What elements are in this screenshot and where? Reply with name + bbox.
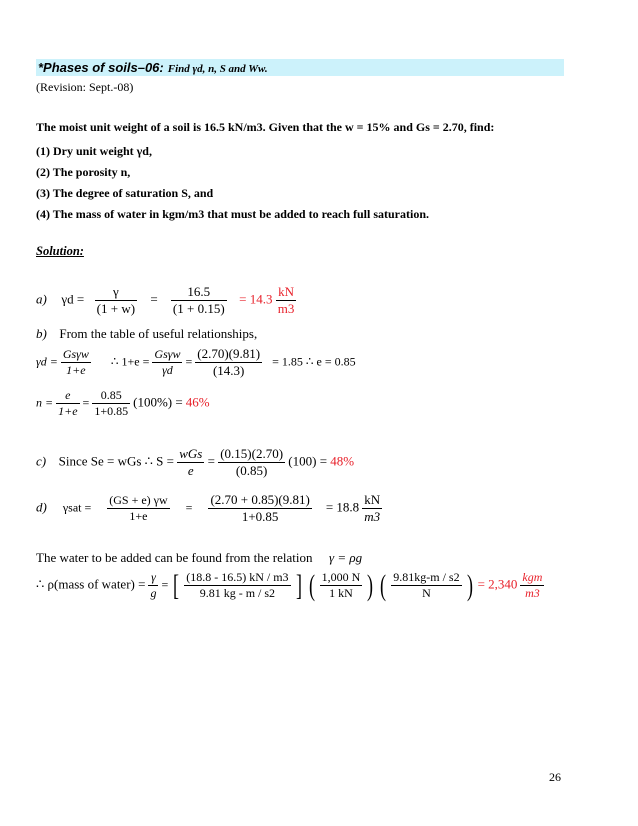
equals-sign: = bbox=[185, 354, 193, 369]
left-paren: ( bbox=[380, 568, 387, 602]
water-equation bbox=[36, 570, 544, 601]
part-a-fraction-1 bbox=[95, 284, 137, 317]
solution-heading: Solution: bbox=[36, 244, 84, 258]
part-d-fraction-1 bbox=[107, 493, 169, 524]
fraction-denominator: 1+0.85 bbox=[94, 404, 129, 418]
porosity-fraction-2 bbox=[92, 388, 130, 419]
part-b-therefore: ∴ 1+e = bbox=[110, 354, 150, 369]
water-result: = 2,340 bbox=[477, 576, 518, 592]
part-c-tail: (100) = bbox=[288, 453, 328, 469]
fraction-denominator: (1 + 0.15) bbox=[172, 301, 225, 316]
revision-note: (Revision: Sept.-08) bbox=[36, 80, 134, 94]
problem-statement: The moist unit weight of a soil is 16.5 kN/m3. Given that the w = 15% and Gs = 2.70, find: bbox=[36, 120, 495, 134]
water-unit bbox=[520, 570, 544, 601]
page-number: 26 bbox=[549, 770, 561, 784]
part-b-fraction-3 bbox=[195, 346, 262, 379]
problem-item-2: (2) The porosity n, bbox=[36, 165, 131, 179]
fraction-numerator: γ bbox=[151, 570, 156, 584]
fraction-numerator: wGs bbox=[179, 446, 203, 461]
part-d-result: = 18.8 bbox=[325, 499, 360, 515]
fraction-denominator: 9.81 kg - m / s2 bbox=[184, 585, 290, 601]
problem-item-4: (4) The mass of water in kgm/m3 that must be added to reach full saturation. bbox=[36, 207, 430, 221]
unit-denominator: m3 bbox=[520, 585, 544, 601]
part-c-fraction-2 bbox=[218, 446, 285, 479]
water-lhs: ∴ ρ(mass of water) = bbox=[36, 576, 146, 592]
equals-sign: = bbox=[207, 453, 215, 469]
equals-sign: = bbox=[185, 500, 193, 515]
fraction-numerator: e bbox=[65, 388, 71, 402]
part-c-fraction-1 bbox=[177, 446, 204, 479]
part-c-text: Since Se = wGs ∴ S = bbox=[58, 453, 174, 469]
fraction-denominator: (14.3) bbox=[195, 362, 262, 379]
part-d-lhs: γsat = bbox=[62, 500, 92, 515]
right-paren: ) bbox=[367, 568, 374, 602]
water-fraction-4 bbox=[391, 570, 461, 601]
water-text: The water to be added can be found from the relation bbox=[36, 550, 313, 565]
water-fraction-1 bbox=[148, 570, 158, 601]
part-b-lhs: γd = bbox=[36, 354, 58, 369]
fraction-numerator: Gsγw bbox=[154, 347, 181, 361]
fraction-denominator: g bbox=[150, 586, 157, 600]
fraction-numerator: γ bbox=[112, 284, 119, 299]
porosity-result: 46% bbox=[185, 394, 210, 410]
part-a-result: = 14.3 bbox=[239, 291, 273, 307]
header-subtitle: Find γd, n, S and Ww. bbox=[167, 63, 268, 75]
part-c-equation bbox=[36, 446, 354, 479]
fraction-denominator: 1+e bbox=[61, 362, 91, 378]
fraction-denominator: γd bbox=[152, 362, 182, 378]
porosity-fraction-1 bbox=[56, 388, 79, 419]
header-line bbox=[38, 59, 268, 77]
fraction-numerator: 9.81kg-m / s2 bbox=[393, 570, 460, 584]
fraction-numerator: (GS + e) γw bbox=[109, 493, 168, 507]
fraction-denominator: (1 + w) bbox=[96, 301, 136, 316]
left-paren: ( bbox=[308, 568, 315, 602]
water-relation: γ = ρg bbox=[329, 550, 363, 565]
fraction-numerator: 1,000 N bbox=[321, 570, 361, 584]
fraction-numerator: (0.15)(2.70) bbox=[220, 446, 284, 461]
part-b-intro bbox=[36, 326, 257, 342]
water-intro bbox=[36, 550, 362, 566]
header-title: *Phases of soils–06: bbox=[38, 60, 164, 75]
fraction-numerator: (2.70)(9.81) bbox=[197, 346, 261, 361]
fraction-denominator: N bbox=[391, 585, 461, 601]
left-bracket: [ bbox=[173, 568, 180, 602]
problem-item-3: (3) The degree of saturation S, and bbox=[36, 186, 214, 200]
part-a-fraction-2 bbox=[171, 284, 227, 317]
part-b-label: b) bbox=[36, 326, 47, 341]
part-a-label: a) bbox=[36, 291, 47, 307]
right-bracket: ] bbox=[295, 568, 302, 602]
fraction-denominator: 1+e bbox=[58, 404, 78, 418]
part-d-unit bbox=[362, 492, 382, 525]
part-a-equation: a) γd = $\frac{\gamma}{(1 + w)}$ = $\frac{16.5}{(1 + 0.15)}$ = 14.3 $\frac{kN}{m3}$ bbox=[36, 284, 295, 316]
part-d-equation bbox=[36, 492, 382, 525]
porosity-percent: (100%) = bbox=[133, 394, 183, 410]
part-d-label: d) bbox=[36, 499, 47, 515]
part-b-equation-2 bbox=[36, 388, 210, 419]
part-b-text: From the table of useful relationships, bbox=[59, 326, 258, 341]
fraction-numerator: 16.5 bbox=[187, 284, 211, 299]
problem-item-1: (1) Dry unit weight γd, bbox=[36, 144, 152, 158]
fraction-denominator: (0.85) bbox=[218, 462, 285, 479]
part-b-equation-1 bbox=[36, 346, 356, 379]
unit-numerator: kgm bbox=[522, 570, 543, 584]
water-fraction-2 bbox=[184, 570, 290, 601]
part-a-lhs: γd = bbox=[61, 291, 85, 307]
part-b-fraction-1 bbox=[61, 347, 91, 378]
equals-sign: = bbox=[161, 577, 169, 592]
unit-denominator: m3 bbox=[364, 509, 381, 524]
part-b-fraction-2 bbox=[152, 347, 182, 378]
porosity-lhs: n = bbox=[36, 395, 54, 410]
fraction-denominator: 1 kN bbox=[320, 585, 363, 601]
fraction-denominator: e bbox=[177, 462, 204, 479]
water-fraction-3 bbox=[320, 570, 363, 601]
unit-denominator: m3 bbox=[277, 301, 295, 316]
right-paren: ) bbox=[466, 568, 473, 602]
fraction-numerator: Gsγw bbox=[62, 347, 89, 361]
fraction-denominator: 1+e bbox=[107, 508, 169, 524]
part-d-fraction-2 bbox=[208, 492, 311, 525]
part-a-unit bbox=[276, 284, 297, 317]
equals-sign: = bbox=[82, 395, 90, 410]
unit-numerator: kN bbox=[364, 492, 381, 507]
part-c-result: 48% bbox=[330, 453, 355, 469]
part-b-e-result: = 1.85 ∴ e = 0.85 bbox=[272, 354, 356, 369]
fraction-numerator: 0.85 bbox=[100, 388, 122, 402]
fraction-denominator: 1+0.85 bbox=[208, 508, 311, 525]
fraction-numerator: (2.70 + 0.85)(9.81) bbox=[210, 492, 310, 507]
unit-numerator: kN bbox=[278, 284, 294, 299]
part-c-label: c) bbox=[36, 453, 47, 469]
fraction-numerator: (18.8 - 16.5) kN / m3 bbox=[186, 570, 289, 584]
